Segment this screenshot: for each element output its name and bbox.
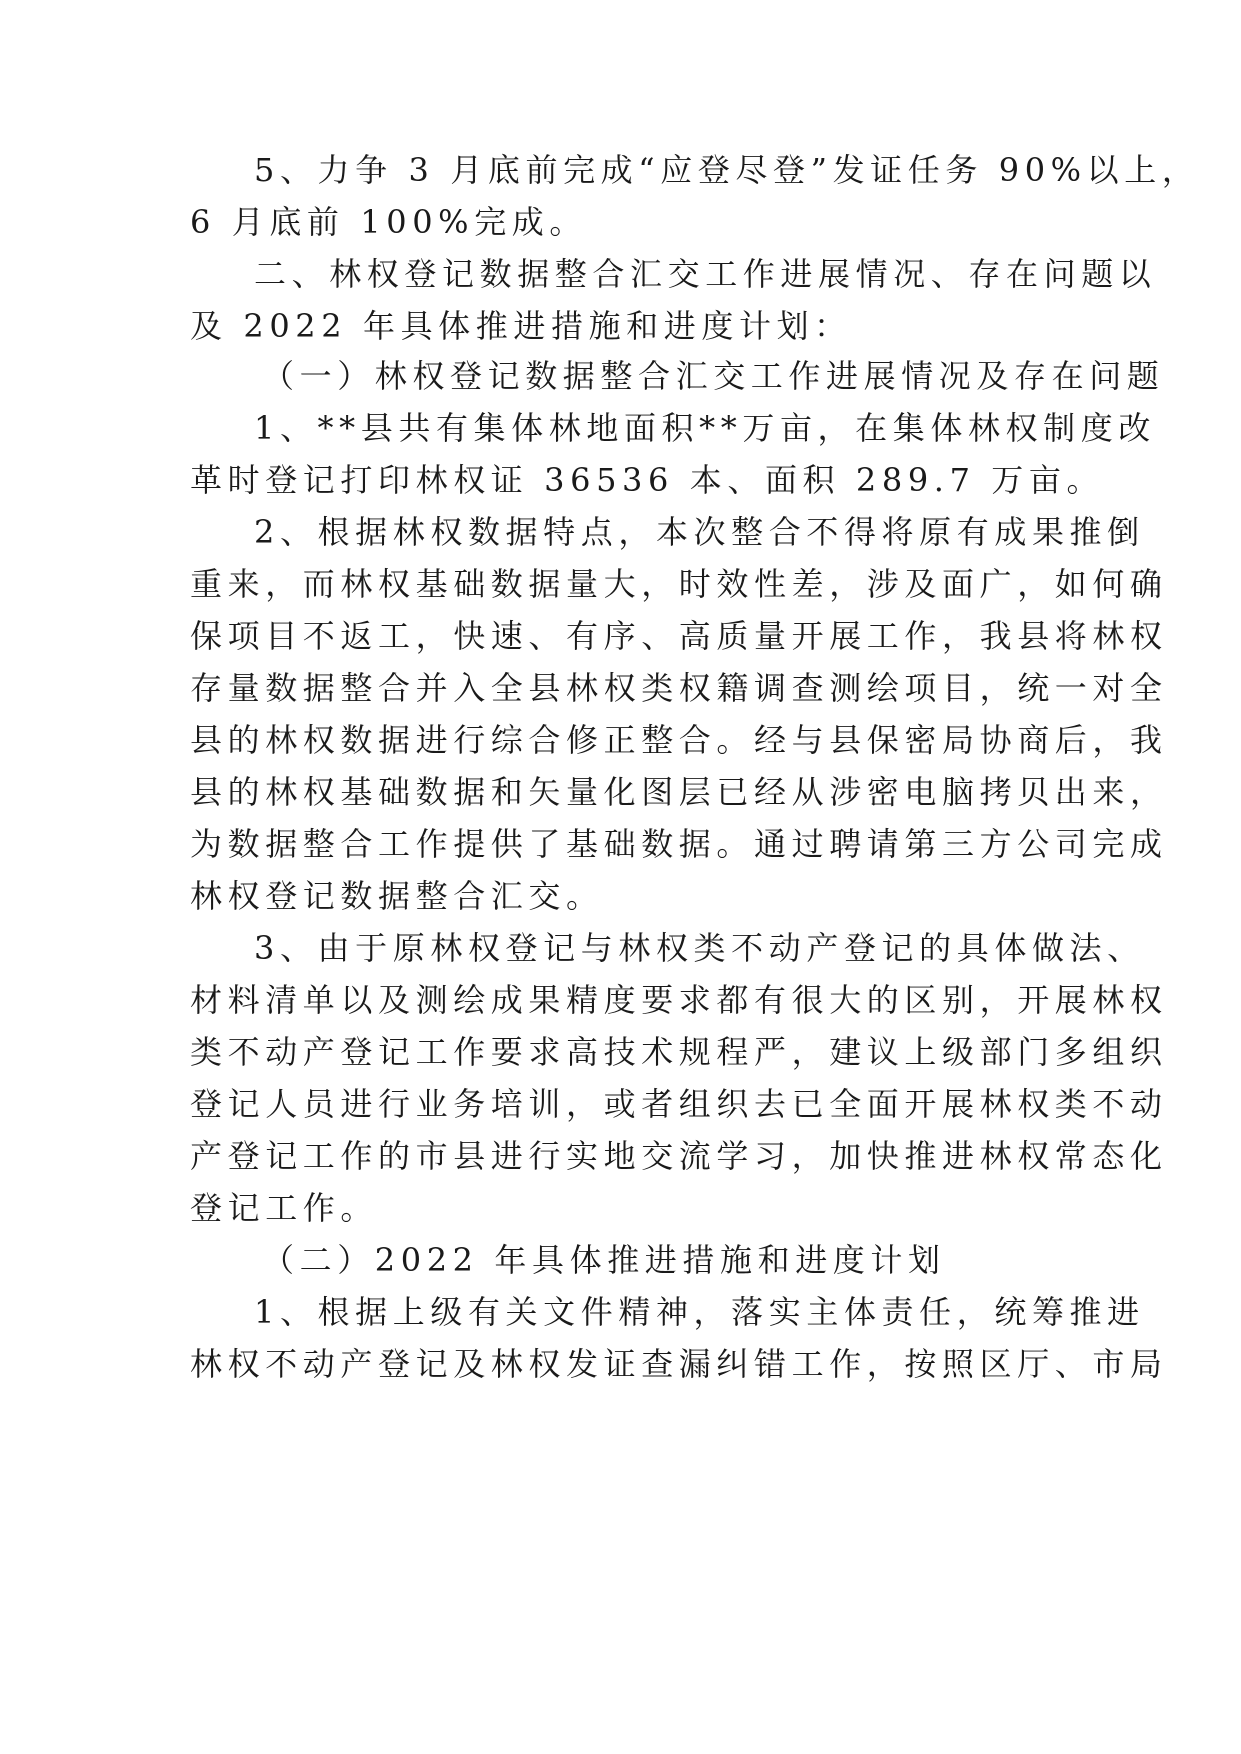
paragraph-line: 重来，而林权基础数据量大，时效性差，涉及面广，如何确 — [190, 565, 1168, 603]
paragraph-line: 革时登记打印林权证 36536 本、面积 289.7 万亩。 — [190, 461, 1105, 499]
paragraph-line: 登记人员进行业务培训，或者组织去已全面开展林权类不动 — [190, 1085, 1168, 1123]
paragraph-line: 6 月底前 100%完成。 — [190, 203, 587, 241]
paragraph-line: 1、**县共有集体林地面积**万亩，在集体林权制度改 — [254, 409, 1156, 447]
paragraph-line: 林权不动产登记及林权发证查漏纠错工作，按照区厅、市局 — [190, 1345, 1168, 1383]
paragraph-line: 3、由于原林权登记与林权类不动产登记的具体做法、 — [254, 929, 1145, 967]
paragraph-line: 5、力争 3 月底前完成“应登尽登”发证任务 90%以上， — [254, 151, 1200, 189]
paragraph-line: 产登记工作的市县进行实地交流学习，加快推进林权常态化 — [190, 1137, 1168, 1175]
paragraph-line: 1、根据上级有关文件精神，落实主体责任，统筹推进 — [254, 1293, 1145, 1331]
paragraph-line: 类不动产登记工作要求高技术规程严，建议上级部门多组织 — [190, 1033, 1168, 1071]
paragraph-line: 登记工作。 — [190, 1189, 379, 1227]
subsection-heading: （一）林权登记数据整合汇交工作进展情况及存在问题 — [262, 357, 1165, 395]
paragraph-line: 保项目不返工，快速、有序、高质量开展工作，我县将林权 — [190, 617, 1168, 655]
paragraph-line: 存量数据整合并入全县林权类权籍调查测绘项目，统一对全 — [190, 669, 1168, 707]
paragraph-line: 为数据整合工作提供了基础数据。通过聘请第三方公司完成 — [190, 825, 1168, 863]
section-heading-line: 及 2022 年具体推进措施和进度计划： — [190, 307, 852, 345]
section-heading-line: 二、林权登记数据整合汇交工作进展情况、存在问题以 — [254, 255, 1157, 293]
paragraph-line: 县的林权基础数据和矢量化图层已经从涉密电脑拷贝出来， — [190, 773, 1168, 811]
subsection-heading: （二）2022 年具体推进措施和进度计划 — [262, 1241, 946, 1279]
paragraph-line: 2、根据林权数据特点，本次整合不得将原有成果推倒 — [254, 513, 1145, 551]
paragraph-line: 县的林权数据进行综合修正整合。经与县保密局协商后，我 — [190, 721, 1168, 759]
paragraph-line: 材料清单以及测绘成果精度要求都有很大的区别，开展林权 — [190, 981, 1168, 1019]
paragraph-line: 林权登记数据整合汇交。 — [190, 877, 604, 915]
